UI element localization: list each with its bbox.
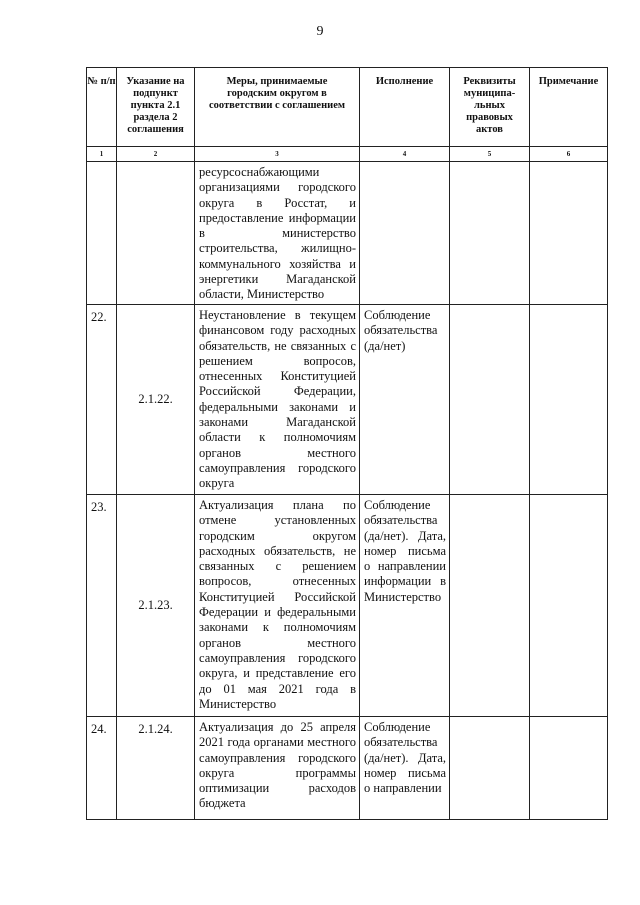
table-row (87, 162, 608, 305)
column-number: 6 (530, 147, 608, 162)
row-reference (117, 162, 195, 305)
table-header-row (87, 68, 608, 147)
header-note: Примечание (530, 68, 608, 147)
row-reference: 2.1.24. (117, 717, 195, 820)
page-number: 9 (316, 24, 324, 39)
header-requisites: Реквизиты муниципа- льных правовых актов (450, 68, 530, 147)
row-number: 24. (87, 717, 117, 820)
row-requisites (450, 305, 530, 495)
column-number: 4 (360, 147, 450, 162)
row-requisites (450, 495, 530, 717)
column-number-row (87, 147, 608, 162)
row-note (530, 305, 608, 495)
row-requisites (450, 162, 530, 305)
row-requisites (450, 717, 530, 820)
header-measures: Меры, принимаемые городским округом в соответствии с соглашением (195, 68, 360, 147)
column-number: 3 (195, 147, 360, 162)
header-execution: Исполнение (360, 68, 450, 147)
row-note (530, 162, 608, 305)
row-execution: Соблюдение обязательства (да/нет) (360, 305, 450, 495)
row-execution: Соблюдение обязательства (да/нет). Дата, номер письма о направлении (360, 717, 450, 820)
column-number: 1 (87, 147, 117, 162)
row-execution (360, 162, 450, 305)
row-reference: 2.1.22. (117, 305, 195, 495)
row-measure: ресурсоснабжающими организациями городского округа в Росстат, и предоставление информации в министерство строительства, жилищно-коммунального хозяйства и энергетики Магаданской области, Министерство (195, 162, 360, 305)
row-note (530, 495, 608, 717)
row-execution: Соблюдение обязательства (да/нет). Дата, номер письма о направлении информации в Министерство (360, 495, 450, 717)
row-number (87, 162, 117, 305)
table-row (87, 717, 608, 820)
row-measure: Актуализация до 25 апреля 2021 года органами местного самоуправления городского округа программы оптимизации расходов бюджета (195, 717, 360, 820)
measures-table (86, 67, 608, 820)
column-number: 5 (450, 147, 530, 162)
row-reference: 2.1.23. (117, 495, 195, 717)
table-row (87, 305, 608, 495)
column-number: 2 (117, 147, 195, 162)
row-note (530, 717, 608, 820)
row-number: 22. (87, 305, 117, 495)
header-reference: Указание на подпункт пункта 2.1 раздела 2 соглашения (117, 68, 195, 147)
header-num: № п/п (87, 68, 117, 147)
row-measure: Актуализация плана по отмене установленных городским округом расходных обязательств, не связанных с решением вопросов, отнесенных Конституцией Российской Федерации и федеральными законами к полномочиям органов местного самоуправления городского округа, и представление его до 01 мая 2021 года в Министерство (195, 495, 360, 717)
row-number: 23. (87, 495, 117, 717)
row-measure: Неустановление в текущем финансовом году расходных обязательств, не связанных с решением вопросов, отнесенных Конституцией Российской Федерации, федеральными законами и законами Магаданской области к полномочиям органов местного самоуправления городского округа (195, 305, 360, 495)
table-row (87, 495, 608, 717)
